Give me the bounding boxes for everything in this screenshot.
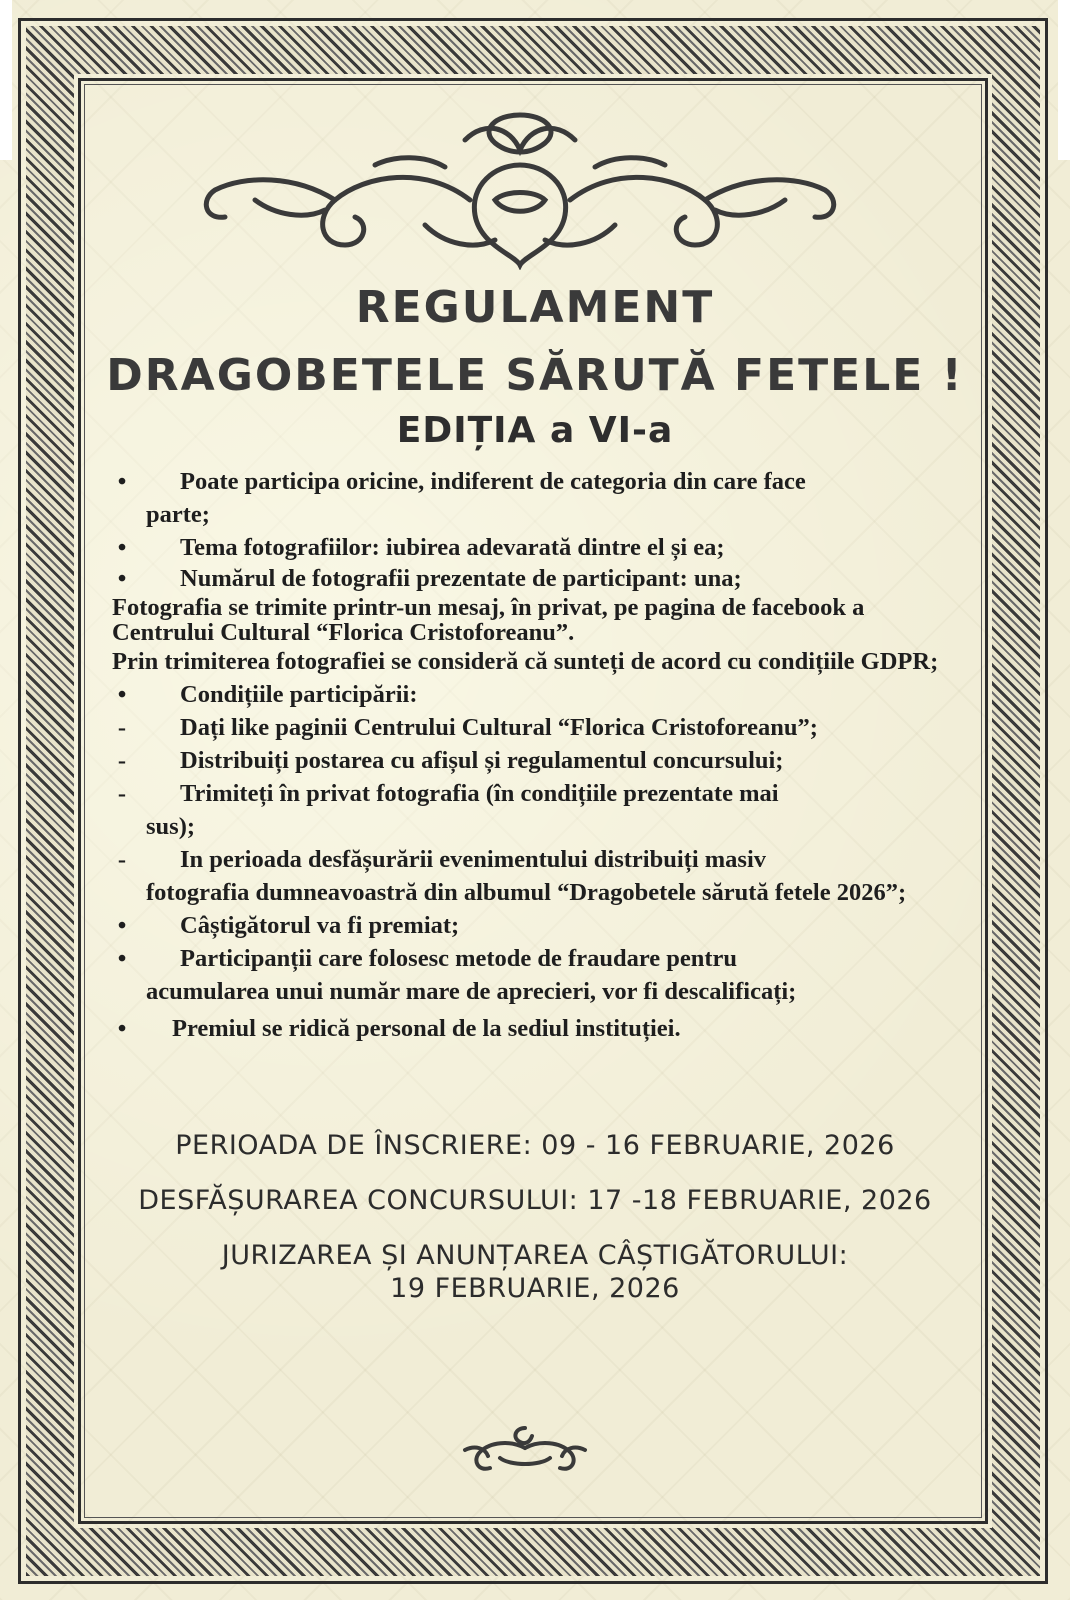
rule-text: Distribuiți postarea cu afișul și regulamentul concursului;: [180, 747, 784, 774]
rules-list: [112, 465, 972, 1045]
rule-text: In perioada desfășurării evenimentului distribuiți masiv: [180, 846, 767, 873]
edition-title: EDIȚIA a VI-a: [396, 410, 674, 451]
rule-note: Fotografia se trimite printr-un mesaj, în privat, pe pagina de facebook a Centrului Cultural “Florica Cristoforeanu”.: [112, 594, 865, 646]
bullet-mark: •: [117, 945, 127, 972]
event-title: DRAGOBETELE SĂRUTĂ FETELE !: [106, 350, 964, 401]
bullet-mark: •: [117, 534, 127, 561]
top-scroll-ornament-icon: [195, 105, 845, 270]
bullet-mark: •: [117, 912, 127, 939]
rule-text: Participanții care folosesc metode de fraudare pentru: [180, 945, 738, 972]
rule-item: [112, 1012, 972, 1045]
rule-item: [112, 531, 972, 564]
dash-mark: -: [117, 780, 127, 807]
bullet-mark: •: [117, 1015, 127, 1042]
registration-period: PERIOADA DE ÎNSCRIERE: 09 - 16 FEBRUARIE, 2026: [175, 1130, 895, 1161]
rule-item: [112, 744, 972, 777]
regulation-title: REGULAMENT: [355, 282, 715, 333]
rule-item: [112, 777, 972, 843]
rule-item: [112, 465, 972, 531]
rule-text: Trimiteți în privat fotografia (în condițiile prezentate mai: [180, 780, 779, 807]
rule-item: [112, 909, 972, 942]
dash-mark: -: [117, 846, 127, 873]
left-edge-strip: [0, 0, 12, 160]
contest-period: DESFĂȘURAREA CONCURSULUI: 17 -18 FEBRUARIE, 2026: [138, 1185, 932, 1216]
rule-text: Tema fotografiilor: iubirea adevarată dintre el și ea;: [180, 534, 725, 561]
rule-text-continued: acumularea unui număr mare de aprecieri, vor fi descalificați;: [146, 978, 797, 1005]
rule-item: [112, 711, 972, 744]
rule-text-continued: fotografia dumneavoastră din albumul “Dragobetele sărută fetele 2026”;: [146, 879, 907, 906]
rule-text: Poate participa oricine, indiferent de categoria din care face: [180, 468, 806, 495]
judging-label: JURIZAREA ȘI ANUNȚAREA CÂȘTIGĂTORULUI:: [221, 1240, 849, 1271]
rule-note: Prin trimiterea fotografiei se consideră că sunteți de acord cu condițiile GDPR;: [112, 648, 939, 675]
rule-item: [112, 942, 972, 1008]
rule-text: Condițiile participării:: [180, 681, 418, 708]
rule-text-continued: parte;: [146, 501, 210, 528]
rule-text: Numărul de fotografii prezentate de participant: una;: [180, 565, 742, 592]
rule-text-continued: sus);: [146, 813, 196, 840]
rule-item: [112, 678, 972, 711]
rule-item: [112, 564, 972, 594]
judging-date: 19 FEBRUARIE, 2026: [390, 1273, 680, 1304]
rule-text: Dați like paginii Centrului Cultural “Florica Cristoforeanu”;: [180, 714, 818, 741]
dash-mark: -: [117, 747, 127, 774]
bottom-scroll-ornament-icon: [460, 1420, 590, 1480]
bullet-mark: •: [117, 468, 127, 495]
right-edge-strip: [1058, 0, 1070, 160]
rule-item: [112, 843, 972, 909]
rule-text: Premiul se ridică personal de la sediul instituției.: [172, 1015, 681, 1042]
bullet-mark: •: [117, 565, 127, 592]
dash-mark: -: [117, 714, 127, 741]
rule-text: Câștigătorul va fi premiat;: [180, 912, 460, 939]
bullet-mark: •: [117, 681, 127, 708]
